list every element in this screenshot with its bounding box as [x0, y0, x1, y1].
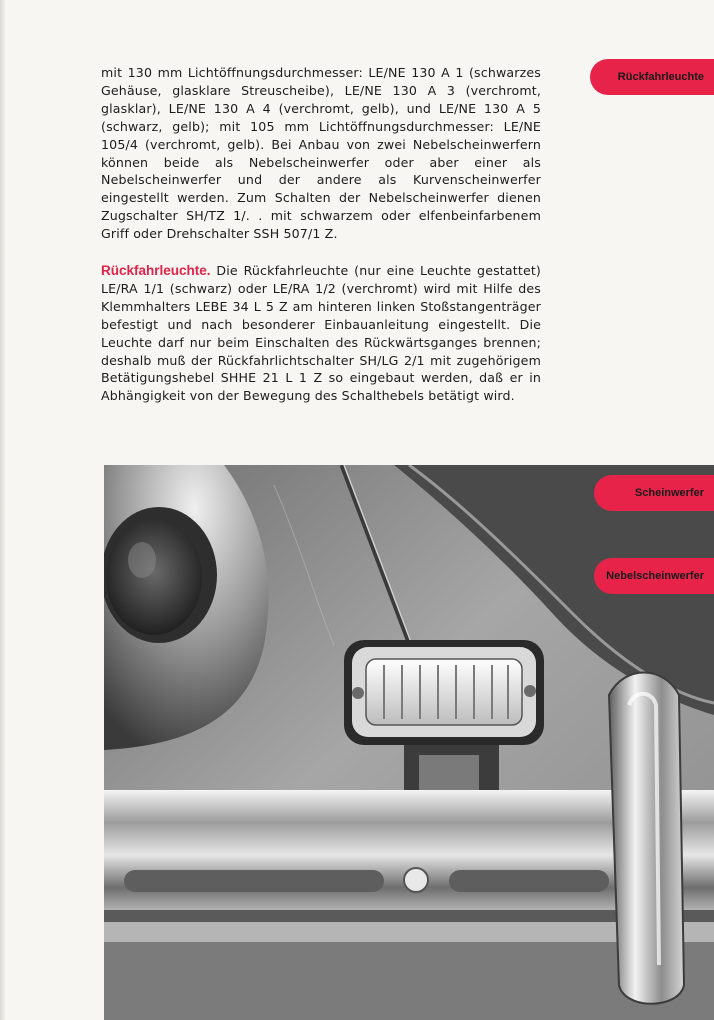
tab-rueckfahrleuchte[interactable]: Rückfahrleuchte: [590, 59, 714, 95]
paragraph-reversing-light: [101, 262, 541, 405]
tab-scheinwerfer[interactable]: Scheinwerfer: [594, 475, 714, 511]
tab-nebelscheinwerfer[interactable]: Nebelscheinwerfer: [594, 558, 714, 594]
section-body-rueckfahrleuchte: Die Rückfahrleuchte (nur eine Leuchte gestattet) LE/RA 1/1 (schwarz) oder LE/RA 1/2 (verchromt) wird mit Hilfe des Klemmhalters LEBE 34 L 5 Z am hinteren linken Stoßstangenträger befestigt und nach besonderer Einbauanleitung eingestellt. Die Leuchte darf nur beim Einschalten des Rückwärtsganges brennen; deshalb muß der Rückfahrlichtschalter SH/LG 2/1 mit zugehörigem Betätigungshebel SHHE 21 L 1 Z so eingebaut werden, daß er in Abhängigkeit von der Bewegung des Schalthebels betätigt wird.: [101, 263, 541, 404]
page-edge: [0, 0, 6, 1020]
section-heading-rueckfahrleuchte: Rückfahrleuchte.: [101, 263, 211, 278]
reversing-light-photo: [104, 465, 714, 1020]
car-rear-illustration: [104, 465, 714, 1020]
paragraph-fog-lights: mit 130 mm Lichtöffnungsdurchmesser: LE/NE 130 A 1 (schwarzes Gehäuse, glasklare Streuscheibe), LE/NE 130 A 3 (verchromt, glasklar), LE/NE 130 A 4 (verchromt, gelb), und LE/NE 130 A 5 (schwarz, gelb); mit 105 mm Lichtöffnungsdurchmesser: LE/NE 105/4 (verchromt, gelb). Bei Anbau von zwei Nebelscheinwerfern können beide als Nebelscheinwerfer oder aber einer als Nebelscheinwerfer und der andere als Kurvenscheinwerfer eingestellt werden. Zum Schalten der Nebelscheinwerfer dienen Zugschalter SH/TZ 1/. . mit schwarzem oder elfenbeinfarbenem Griff oder Drehschalter SSH 507/1 Z.: [101, 65, 541, 242]
